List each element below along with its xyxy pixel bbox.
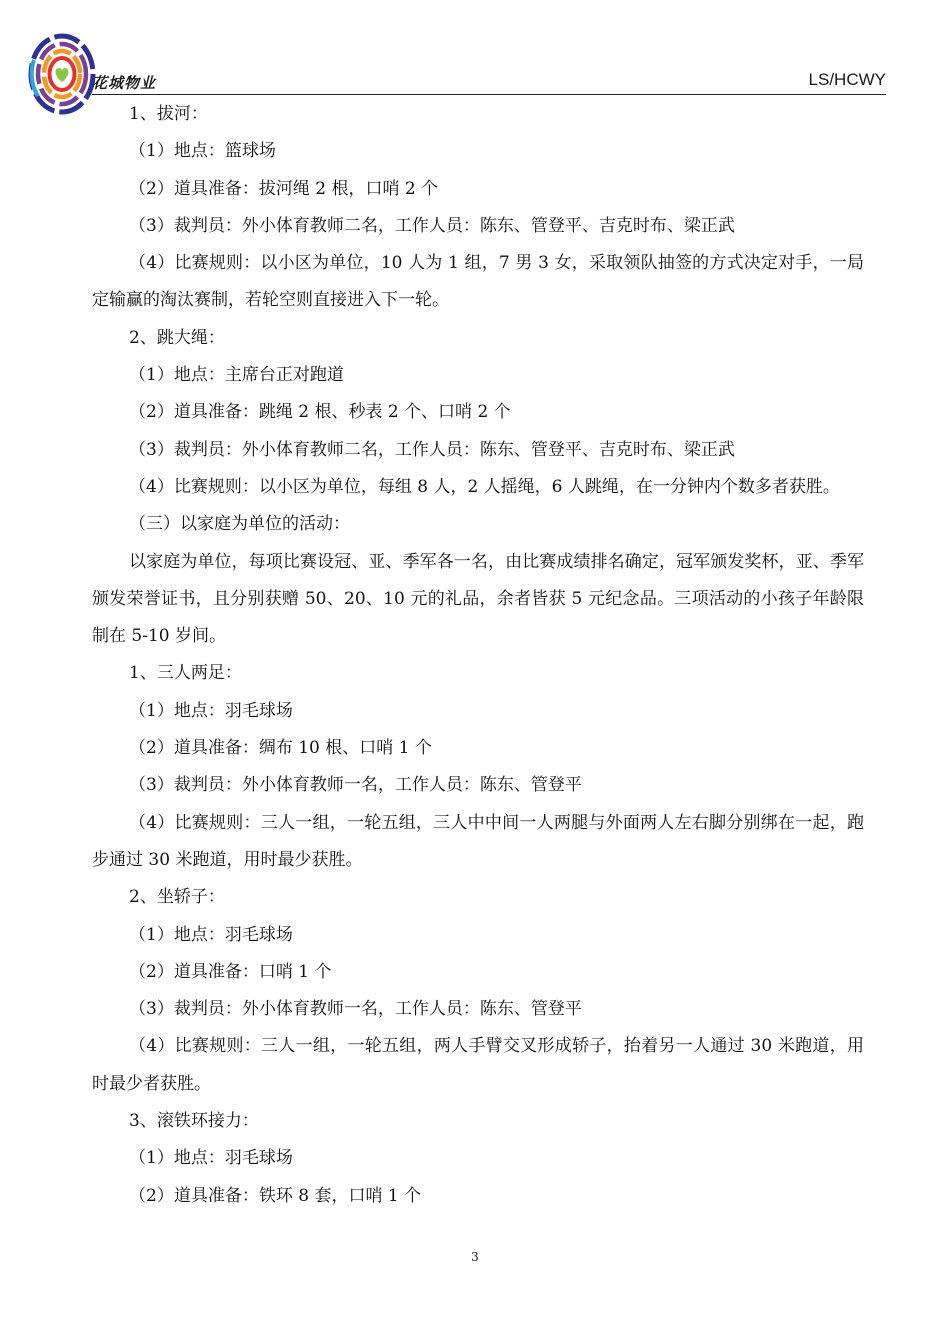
list-item: （1）地点：羽毛球场 (129, 1148, 293, 1169)
list-item: （4）比赛规则：三人一组，一轮五组，三人中中间一人两腿与外面两人左右脚分别绑在一起，跑步通过 30 米跑道，用时最少获胜。 (92, 812, 864, 870)
list-item: （2）道具准备：跳绳 2 根、秒表 2 个、口哨 2 个 (129, 402, 511, 423)
section-heading: 1、拔河： (129, 104, 208, 124)
body-paragraph: 以家庭为单位，每项比赛设冠、亚、季军各一名，由比赛成绩排名确定，冠军颁发奖杯，亚、季军颁发荣誉证书，且分别获赠 50、20、10 元的礼品，余者皆获 5 元纪念品。三项活动的小孩子年龄限制在 5-10 岁间。 (92, 551, 864, 647)
brand-name: 花城物业 (92, 74, 157, 92)
list-item: （3）裁判员：外小体育教师二名，工作人员：陈东、管登平、吉克时布、梁正武 (129, 215, 735, 236)
header-divider (92, 94, 886, 95)
section-heading: （三）以家庭为单位的活动： (129, 514, 350, 535)
ring-heart-logo-icon (26, 30, 98, 118)
section-heading: 2、坐轿子： (129, 887, 225, 908)
document-code: LS/HCWY (808, 70, 886, 89)
list-item: （4）比赛规则：以小区为单位，每组 8 人，2 人摇绳，6 人跳绳，在一分钟内个数多者获胜。 (129, 476, 840, 497)
list-item: （3）裁判员：外小体育教师一名，工作人员：陈东、管登平 (129, 999, 582, 1020)
list-item: （2）道具准备：口哨 1 个 (129, 961, 332, 982)
section-heading: 1、三人两足： (129, 663, 242, 684)
list-item: （2）道具准备：铁环 8 套，口哨 1 个 (129, 1185, 422, 1206)
list-item: （4）比赛规则：以小区为单位，10 人为 1 组，7 男 3 女，采取领队抽签的方式决定对手，一局定输赢的淘汰赛制，若轮空则直接进入下一轮。 (92, 253, 864, 311)
list-item: （1）地点：主席台正对跑道 (129, 365, 344, 386)
document-body (92, 96, 864, 1215)
page-header (0, 0, 950, 110)
list-item: （1）地点：羽毛球场 (129, 700, 293, 721)
section-heading: 3、滚铁环接力： (129, 1111, 259, 1132)
list-item: （4）比赛规则：三人一组，一轮五组，两人手臂交叉形成轿子，抬着另一人通过 30 米跑道，用时最少者获胜。 (92, 1036, 864, 1094)
list-item: （2）道具准备：拔河绳 2 根，口哨 2 个 (129, 178, 439, 199)
list-item: （2）道具准备：绸布 10 根、口哨 1 个 (129, 738, 432, 759)
list-item: （1）地点：篮球场 (129, 141, 276, 162)
page-number: 3 (471, 1250, 479, 1264)
list-item: （3）裁判员：外小体育教师一名，工作人员：陈东、管登平 (129, 775, 582, 796)
section-heading: 2、跳大绳： (129, 327, 225, 348)
list-item: （1）地点：羽毛球场 (129, 924, 293, 945)
list-item: （3）裁判员：外小体育教师二名，工作人员：陈东、管登平、吉克时布、梁正武 (129, 439, 735, 460)
